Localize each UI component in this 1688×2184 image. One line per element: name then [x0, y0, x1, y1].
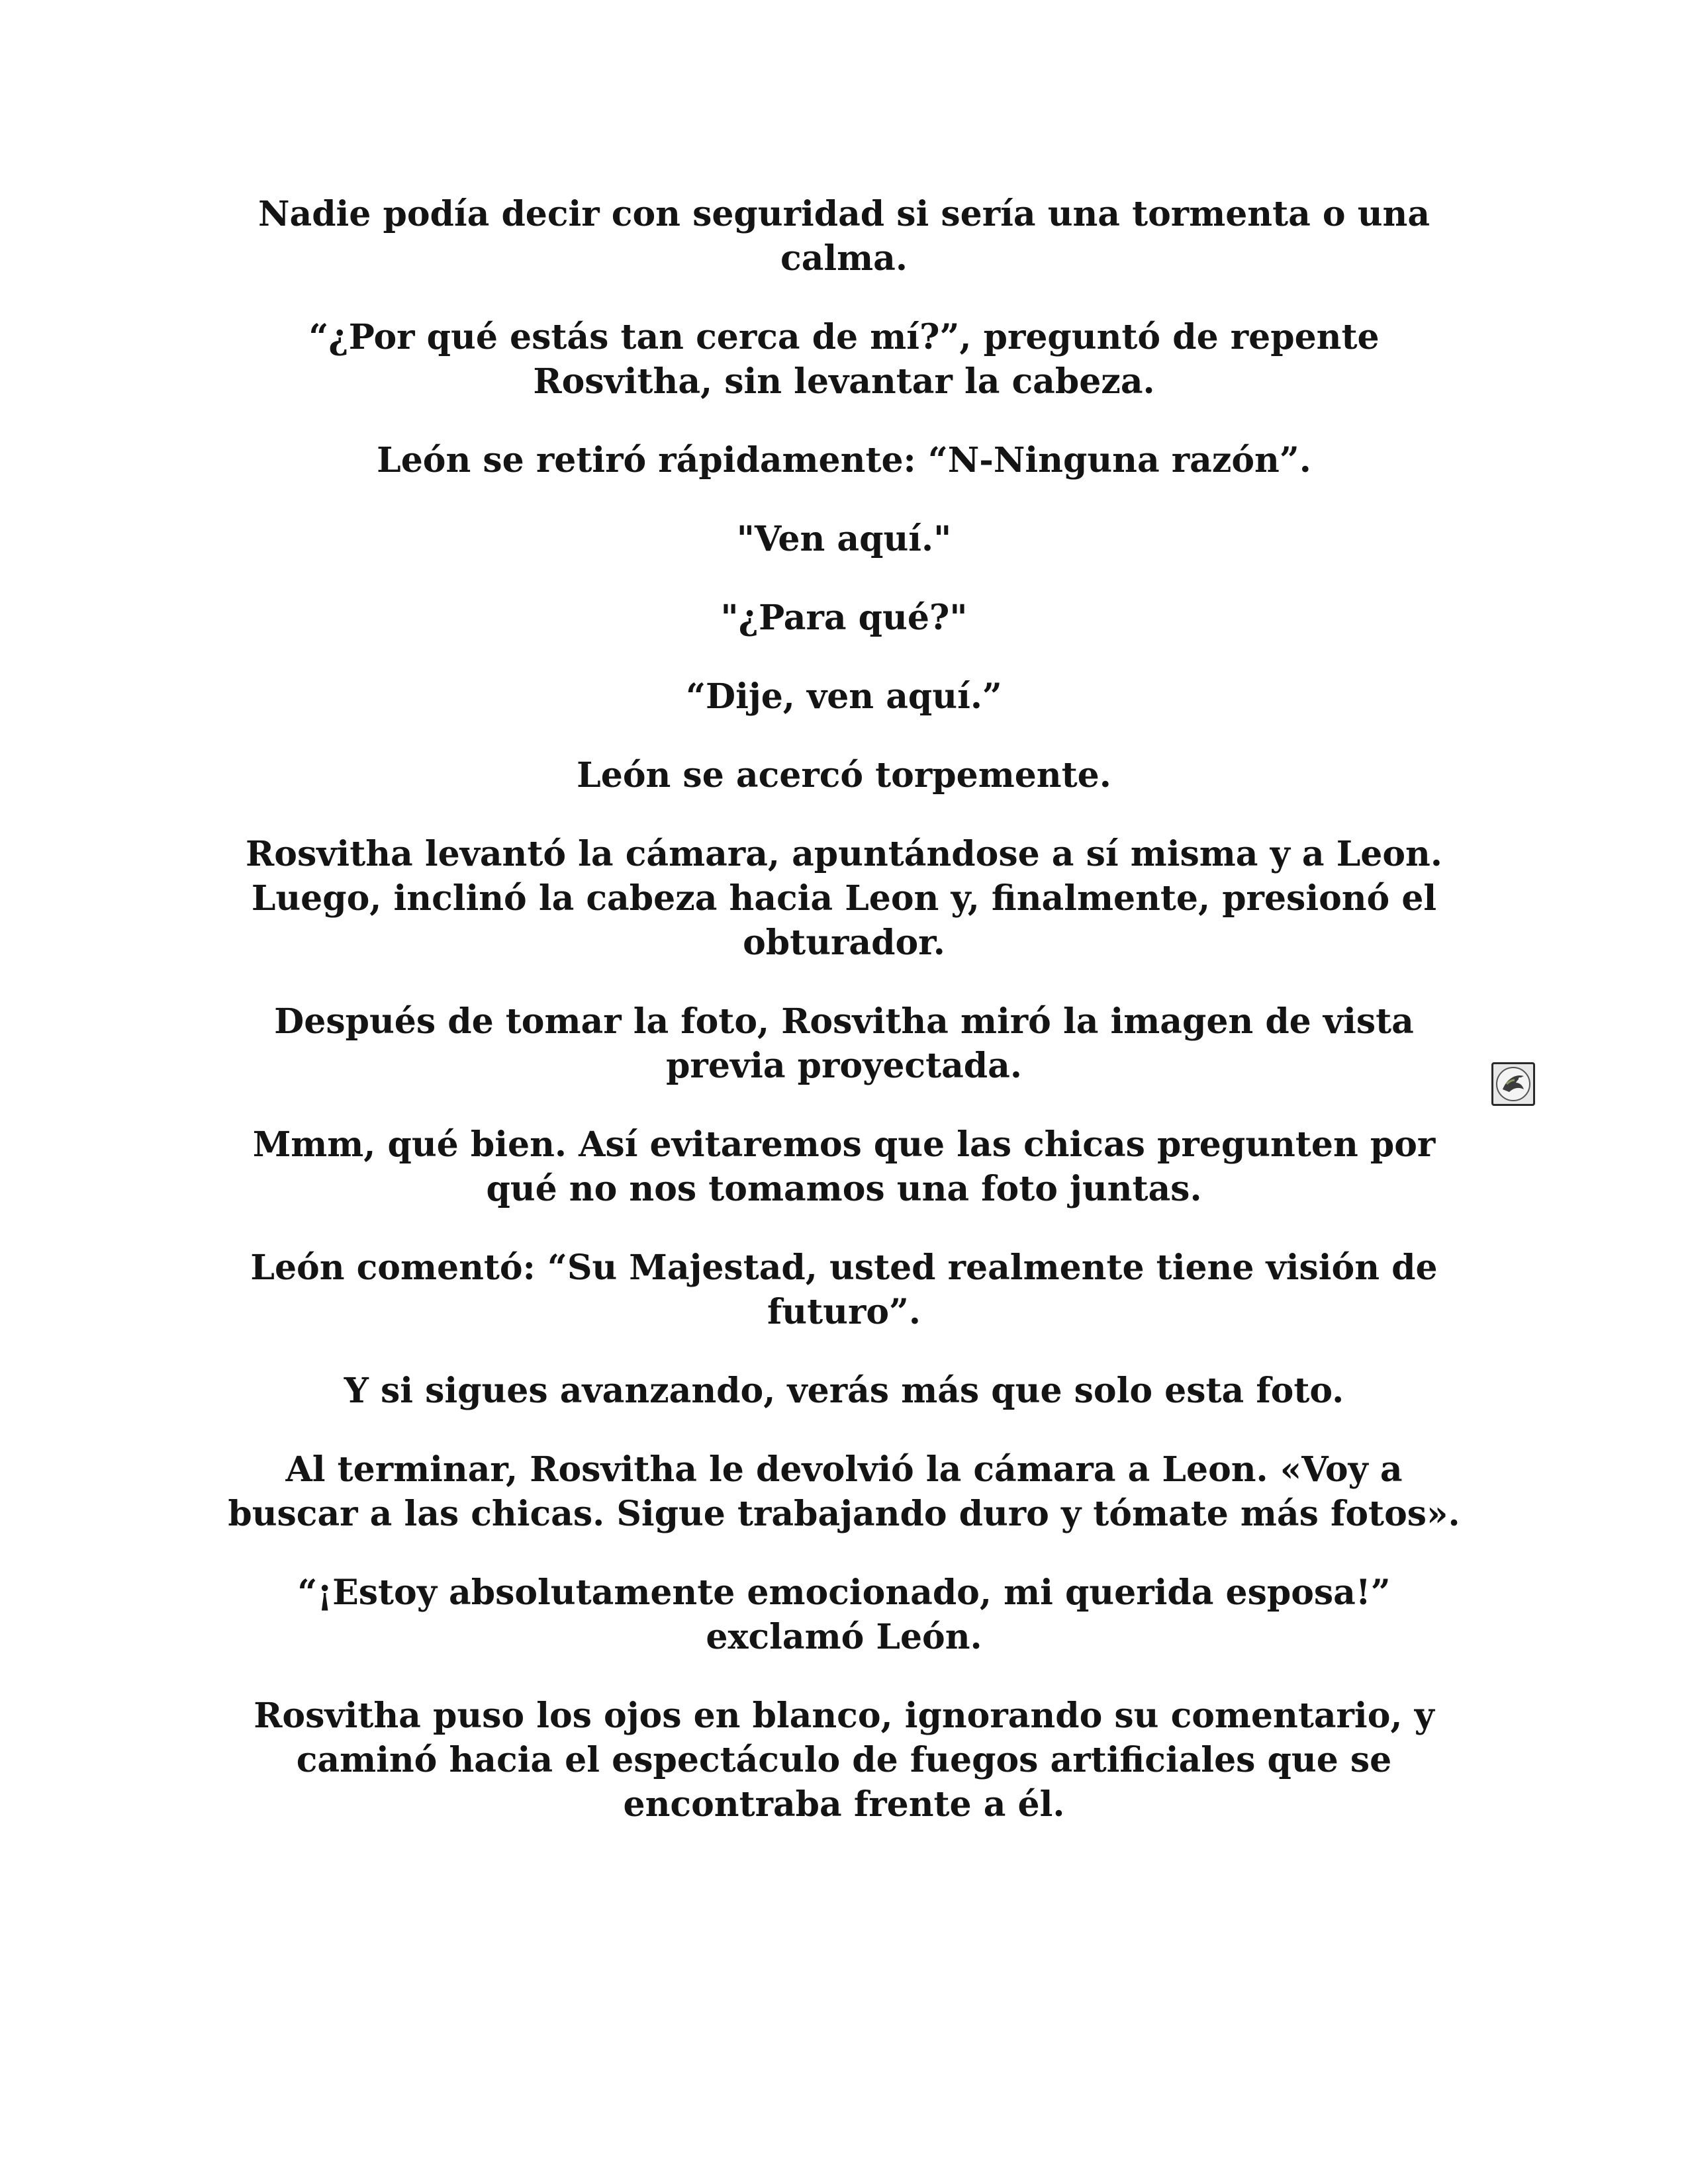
- document-body: [225, 192, 1463, 1861]
- paragraph: "¿Para qué?": [720, 598, 968, 638]
- paragraph: Nadie podía decir con seguridad si sería una tormenta o una calma.: [258, 194, 1430, 279]
- paragraph: "Ven aquí.": [736, 519, 952, 559]
- paragraph: Mmm, qué bien. Así evitaremos que las chicas pregunten por qué no nos tomamos una foto juntas.: [252, 1124, 1436, 1209]
- paragraph: León se retiró rápidamente: “N-Ninguna razón”.: [377, 440, 1311, 480]
- paragraph: León comentó: “Su Majestad, usted realmente tiene visión de futuro”.: [250, 1248, 1438, 1332]
- paragraph: Y si sigues avanzando, verás más que solo esta foto.: [344, 1371, 1344, 1411]
- paragraph: Después de tomar la foto, Rosvitha miró la imagen de vista previa proyectada.: [274, 1001, 1414, 1086]
- paragraph: León se acercó torpemente.: [577, 755, 1111, 796]
- paragraph: Rosvitha levantó la cámara, apuntándose a sí misma y a Leon. Luego, inclinó la cabeza hacia Leon y, finalmente, presionó el obturador.: [246, 834, 1442, 963]
- paragraph: “Dije, ven aquí.”: [686, 676, 1002, 717]
- paragraph: Al terminar, Rosvitha le devolvió la cámara a Leon. «Voy a buscar a las chicas. Sigue trabajando duro y tómate más fotos».: [228, 1449, 1460, 1534]
- paragraph: “¿Por qué estás tan cerca de mí?”, preguntó de repente Rosvitha, sin levantar la cabeza.: [308, 317, 1380, 402]
- dragon-logo-icon: [1491, 1062, 1535, 1106]
- paragraph: “¡Estoy absolutamente emocionado, mi querida esposa!” exclamó León.: [297, 1572, 1391, 1657]
- paragraph: Rosvitha puso los ojos en blanco, ignorando su comentario, y caminó hacia el espectáculo de fuegos artificiales que se encontraba frente a él.: [254, 1696, 1434, 1825]
